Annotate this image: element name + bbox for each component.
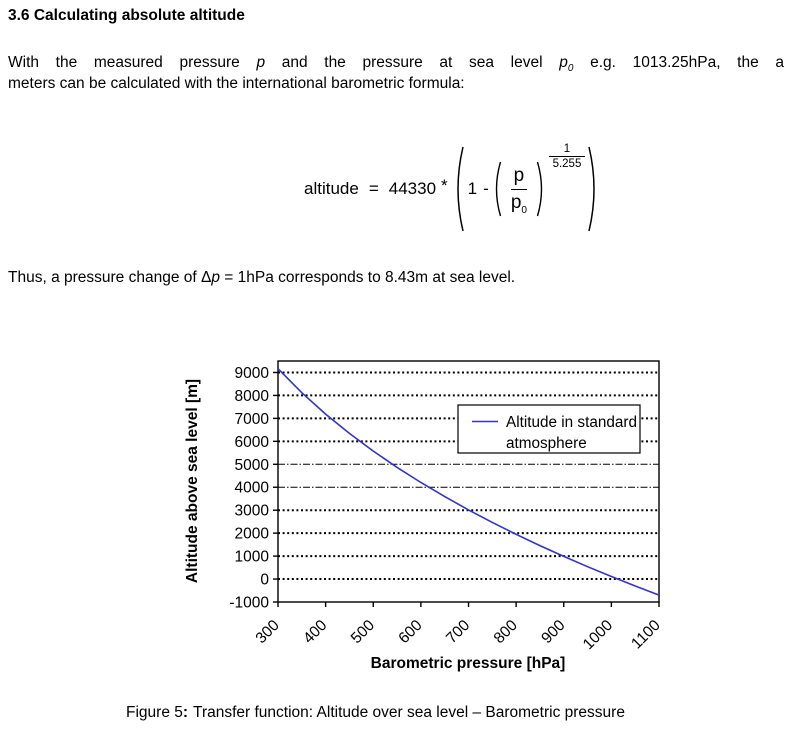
sea-level-pressure-variable: $p_0$ — [559, 54, 574, 75]
figure-label: Figure 5 — [126, 704, 183, 721]
y-tick-label--1000: -1000 — [229, 594, 269, 612]
intro-paragraph — [8, 52, 784, 94]
y-tick-label-7000: 7000 — [234, 410, 269, 428]
y-tick-label-5000: 5000 — [234, 456, 269, 474]
x-tick-label-800: 800 — [490, 616, 521, 648]
formula-one: 1 — [467, 179, 478, 198]
right-inner-paren — [536, 160, 546, 218]
y-tick-label-6000: 6000 — [234, 433, 269, 451]
exponent-fraction — [549, 143, 585, 170]
x-tick-label-1100: 1100 — [628, 616, 664, 653]
x-tick-label-900: 900 — [538, 616, 569, 648]
intro-seg1: With the measured pressure — [8, 54, 240, 71]
figure-label-colon: : — [182, 704, 189, 721]
x-tick-label-1000: 1000 — [579, 616, 617, 654]
exponent-denominator: 5.255 — [552, 158, 582, 170]
y-tick-label-8000: 8000 — [234, 387, 269, 405]
y-tick-label-2000: 2000 — [234, 525, 269, 543]
exponent-bar — [549, 156, 585, 157]
intro-seg3: e.g. 1013.25hPa, the a — [590, 54, 785, 71]
gridlines — [278, 372, 659, 579]
legend — [458, 405, 640, 453]
plot-border — [278, 361, 659, 602]
intro-line-1 — [8, 52, 784, 73]
y-tick-label-1000: 1000 — [234, 548, 269, 566]
x-tick-label-700: 700 — [443, 616, 474, 648]
equals-sign: = — [368, 179, 379, 198]
legend-label-line2: atmosphere — [506, 435, 587, 452]
figure-caption — [126, 704, 625, 722]
altitude-chart — [176, 353, 701, 698]
section-heading: 3.6 Calculating absolute altitude — [8, 7, 245, 24]
left-inner-paren — [492, 160, 502, 218]
y-tick-label-4000: 4000 — [234, 479, 269, 497]
delta-seg2: = 1hPa corresponds to 8.43m at sea level. — [224, 269, 516, 286]
x-tick-label-600: 600 — [395, 616, 426, 648]
left-outer-paren — [452, 145, 465, 233]
formula-coefficient: 44330 — [388, 179, 437, 198]
x-tick-label-400: 400 — [300, 616, 331, 648]
x-tick-label-500: 500 — [347, 616, 379, 648]
y-tick-label-9000: 9000 — [234, 364, 269, 382]
altitude-chart-svg — [176, 353, 701, 693]
altitude-curve — [278, 369, 659, 595]
intro-line-2: meters can be calculated with the international barometric formula: — [8, 75, 465, 92]
exponent-numerator: 1 — [563, 143, 571, 155]
barometric-formula — [301, 145, 600, 233]
y-tick-label-0: 0 — [260, 571, 269, 589]
intro-seg2: and the pressure at sea level — [281, 54, 543, 71]
legend-label-line1: Altitude in standard — [506, 414, 637, 431]
fraction-bar — [511, 189, 527, 190]
delta-p-variable: p — [211, 269, 220, 286]
y-axis-title: Altitude above sea level [m] — [184, 378, 201, 584]
fraction-denominator: $p_0$ — [510, 191, 527, 216]
y-tick-label-3000: 3000 — [234, 502, 269, 520]
y-tick-labels — [229, 365, 269, 612]
minus-sign: - — [483, 179, 489, 198]
formula-lhs: altitude — [304, 179, 359, 198]
delta-seg1: Thus, a pressure change of Δ — [8, 269, 212, 286]
multiply-sign: * — [441, 176, 448, 195]
figure-caption-text: Transfer function: Altitude over sea level – Barometric pressure — [193, 704, 625, 721]
pressure-ratio-fraction — [504, 165, 534, 214]
x-tick-label-300: 300 — [252, 616, 283, 648]
x-tick-labels — [253, 617, 665, 654]
delta-paragraph — [8, 267, 784, 288]
fraction-numerator: p — [513, 164, 525, 186]
pressure-variable: p — [256, 54, 266, 71]
x-axis-title: Barometric pressure [hPa] — [370, 655, 566, 672]
right-outer-paren — [587, 145, 600, 233]
